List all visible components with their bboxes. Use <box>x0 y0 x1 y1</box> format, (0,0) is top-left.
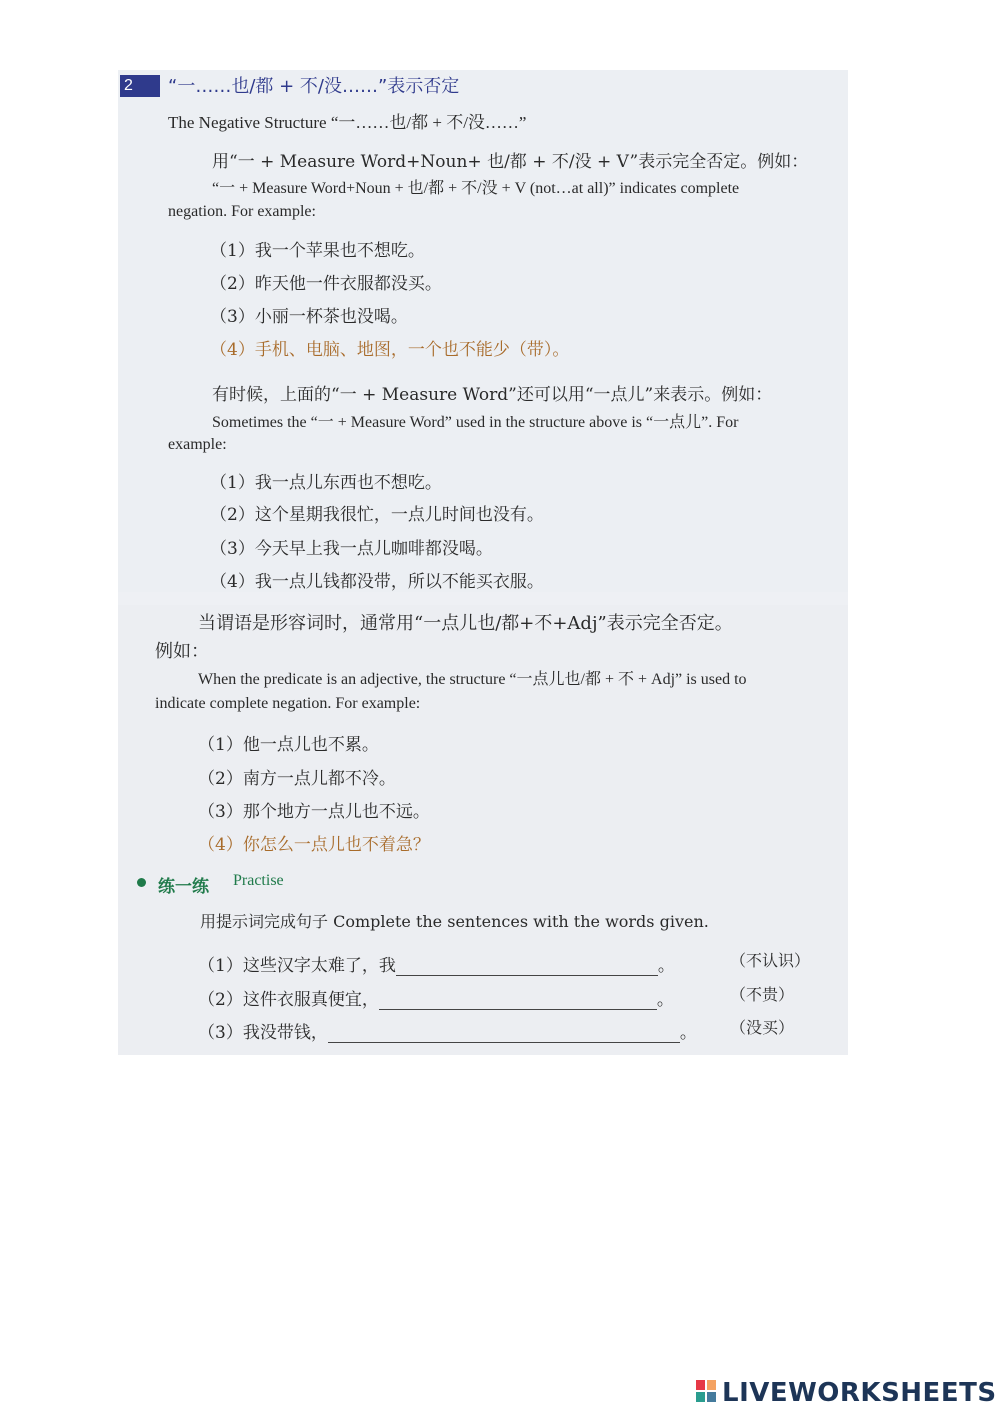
part3-intro-cn-1: 当谓语是形容词时，通常用“一点儿也/都+不+Adj”表示完全否定。 <box>198 613 733 634</box>
part3-example-3: （3）那个地方一点儿也不远。 <box>198 802 430 822</box>
part2-intro-cn: 有时候，上面的“一 + Measure Word”还可以用“一点儿”来表示。例如： <box>212 385 773 405</box>
part3-example-2: （2）南方一点儿都不冷。 <box>198 769 396 789</box>
part2-example-1: （1）我一点儿东西也不想吃。 <box>210 473 442 493</box>
part1-example-3: （3）小丽一杯茶也没喝。 <box>210 307 408 327</box>
practice-item-1 <box>198 951 675 976</box>
practice-item-3-hint: （没买） <box>730 1018 795 1037</box>
practice-item-3-end: 。 <box>679 1023 697 1043</box>
practice-item-3 <box>198 1018 697 1043</box>
answer-blank-1[interactable] <box>396 957 658 976</box>
section-title: “一……也/都 + 不/没……”表示否定 <box>168 76 460 97</box>
part1-example-4: （4）手机、电脑、地图，一个也不能少（带）。 <box>210 340 570 360</box>
liveworksheets-logo <box>696 1378 997 1408</box>
answer-blank-3[interactable] <box>328 1024 680 1043</box>
practice-item-3-prompt: （3）我没带钱， <box>198 1023 328 1043</box>
practice-item-1-end: 。 <box>657 956 675 976</box>
practice-title-en: Practise <box>233 872 284 889</box>
part1-intro-en-1: “一 + Measure Word+Noun + 也/都 + 不/没 + V (not…at all)” indicates complete <box>212 180 740 197</box>
part3-intro-en-2: indicate complete negation. For example: <box>155 695 421 712</box>
practice-item-2-hint: （不贵） <box>730 985 795 1004</box>
practice-item-1-prompt: （1）这些汉字太难了，我 <box>198 956 396 976</box>
liveworksheets-text: LIVEWORKSHEETS <box>722 1378 997 1408</box>
part2-example-4: （4）我一点儿钱都没带，所以不能买衣服。 <box>210 572 544 592</box>
part1-example-1: （1）我一个苹果也不想吃。 <box>210 241 425 261</box>
liveworksheets-mark-icon <box>696 1380 718 1404</box>
part1-intro-cn: 用“一 + Measure Word+Noun+ 也/都 + 不/没 + V”表示完全否定。例如： <box>212 152 809 172</box>
part3-intro-en-1: When the predicate is an adjective, the structure “一点儿也/都 + 不 + Adj” is used to <box>198 671 747 688</box>
section-subtitle: The Negative Structure “一……也/都 + 不/没……” <box>168 113 527 132</box>
part3-example-1: （1）他一点儿也不累。 <box>198 735 379 755</box>
part3-example-4: （4）你怎么一点儿也不着急？ <box>198 835 430 855</box>
practice-title-cn: 练一练 <box>158 877 209 897</box>
practice-item-2-end: 。 <box>656 990 674 1010</box>
part1-intro-en-2: negation. For example: <box>168 203 316 220</box>
part3-intro-cn-2: 例如： <box>155 641 209 662</box>
practice-item-2 <box>198 985 674 1010</box>
answer-blank-2[interactable] <box>379 991 657 1010</box>
part2-example-3: （3）今天早上我一点儿咖啡都没喝。 <box>210 539 493 559</box>
section-number-badge: 2 <box>120 75 160 97</box>
part1-example-2: （2）昨天他一件衣服都没买。 <box>210 274 442 294</box>
part2-intro-en-2: example: <box>168 436 227 453</box>
bullet-icon <box>137 878 146 887</box>
practice-instruction: 用提示词完成句子 Complete the sentences with the words given. <box>200 912 709 931</box>
part2-intro-en-1: Sometimes the “一 + Measure Word” used in the structure above is “一点儿”. For <box>212 414 739 431</box>
practice-item-2-prompt: （2）这件衣服真便宜， <box>198 990 379 1010</box>
part2-example-2: （2）这个星期我很忙，一点儿时间也没有。 <box>210 505 544 525</box>
practice-item-1-hint: （不认识） <box>730 951 811 970</box>
